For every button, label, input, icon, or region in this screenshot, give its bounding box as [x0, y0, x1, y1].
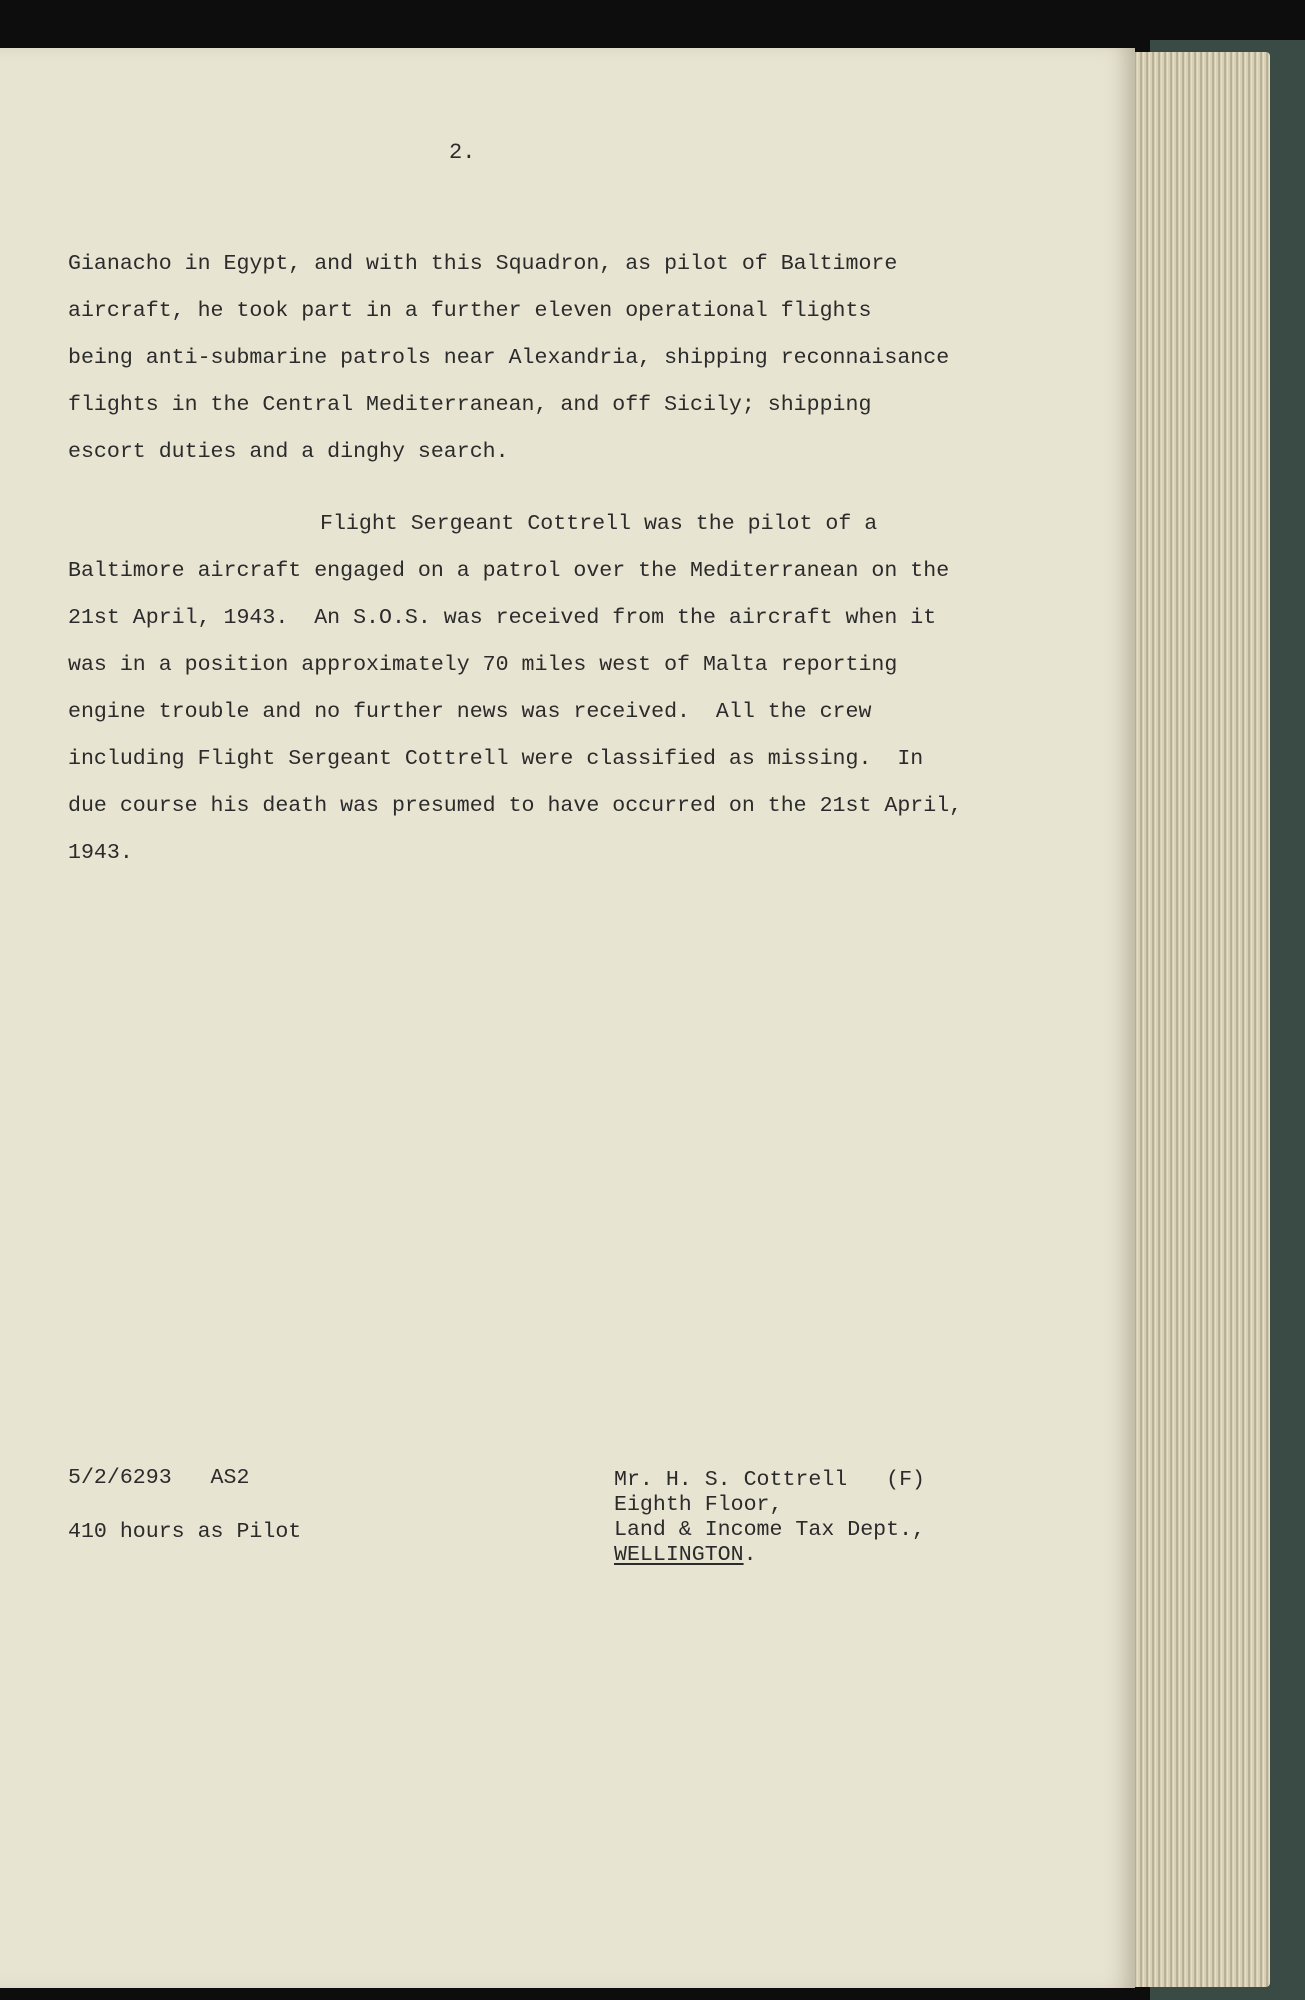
book-page-edges — [1120, 52, 1270, 1987]
address-name: Mr. H. S. Cottrell (F) — [614, 1468, 926, 1492]
flying-hours: 410 hours as Pilot — [68, 1520, 302, 1544]
paragraph-line: flights in the Central Mediterranean, and off Sicily; shipping — [68, 393, 872, 417]
paragraph-line: Gianacho in Egypt, and with this Squadron, as pilot of Baltimore — [68, 252, 898, 276]
paragraph-line: Flight Sergeant Cottrell was the pilot of a — [320, 512, 878, 536]
paragraph-line: aircraft, he took part in a further eleven operational flights — [68, 299, 872, 323]
paragraph-1 — [68, 241, 1068, 476]
paragraph-line: Baltimore aircraft engaged on a patrol over the Mediterranean on the — [68, 559, 950, 583]
address-line: Eighth Floor, — [614, 1493, 783, 1517]
document-page — [0, 48, 1135, 1988]
address-city-suffix: . — [743, 1543, 757, 1567]
paragraph-line: including Flight Sergeant Cottrell were classified as missing. In — [68, 747, 924, 771]
paragraph-line: engine trouble and no further news was received. All the crew — [68, 700, 872, 724]
paragraph-line: being anti-submarine patrols near Alexandria, shipping reconnaisance — [68, 346, 950, 370]
paragraph-line: due course his death was presumed to have occurred on the 21st April, — [68, 794, 963, 818]
next-of-kin-address — [614, 1468, 925, 1568]
paragraph-line: escort duties and a dinghy search. — [68, 440, 509, 464]
paragraph-line: 21st April, 1943. An S.O.S. was received from the aircraft when it — [68, 606, 937, 630]
address-city: WELLINGTON — [614, 1543, 744, 1567]
address-line: Land & Income Tax Dept., — [614, 1518, 926, 1542]
file-reference: 5/2/6293 AS2 — [68, 1466, 250, 1490]
paragraph-line: 1943. — [68, 841, 133, 865]
paragraph-line: was in a position approximately 70 miles west of Malta reporting — [68, 653, 898, 677]
address-city-line — [614, 1543, 925, 1568]
paragraph-2 — [68, 501, 1068, 877]
page-number: 2. — [449, 140, 476, 165]
